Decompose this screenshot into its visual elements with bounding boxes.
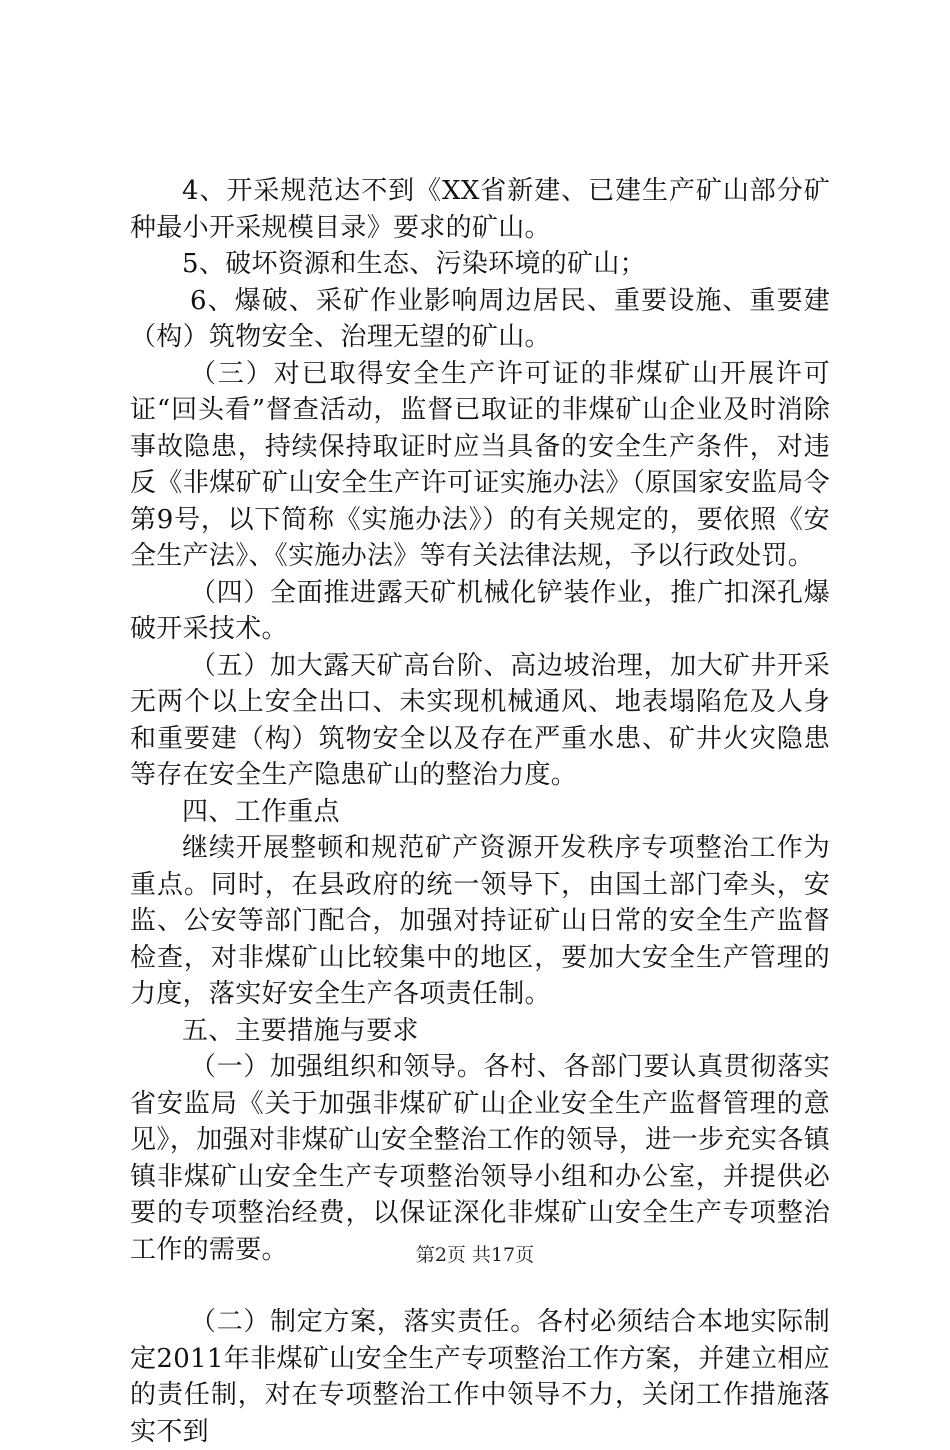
heading-measures: 五、主要措施与要求 bbox=[182, 1015, 419, 1046]
heading-work-focus: 四、工作重点 bbox=[182, 796, 340, 827]
page-footer: 第2页 共17页 bbox=[415, 1244, 535, 1266]
paragraph-section-3: （三）对已取得安全生产许可证的非煤矿山开展许可证“回头看”督查活动，监督已取证的非煤矿山企业及时消除事故隐患，持续保持取证时应当具备的安全生产条件，对违反《非煤矿矿山安全生产许可证实施办法》（原国家安监局令第9号，以下简称《实施办法》）的有关规定的，要依照《安全生产法》、《实施办法》等有关法律法规，予以行政处罚。 bbox=[130, 358, 830, 571]
paragraph-item-4: 4、开采规范达不到《XX省新建、已建生产矿山部分矿种最小开采规模目录》要求的矿山。 bbox=[130, 176, 830, 243]
paragraph-measure-2: （二）制定方案，落实责任。各村必须结合本地实际制定2011年非煤矿山安全生产专项整治工作方案，并建立相应的责任制，对在专项整治工作中领导不力，关闭工作措施落实不到 bbox=[130, 1307, 830, 1447]
paragraph-item-5: 5、破坏资源和生态、污染环境的矿山； bbox=[182, 249, 646, 279]
paragraph-gap bbox=[130, 1268, 830, 1304]
paragraph-item-6: 6、爆破、采矿作业影响周边居民、重要设施、重要建（构）筑物安全、治理无望的矿山。 bbox=[130, 285, 830, 352]
paragraph-section-4: （四）全面推进露天矿机械化铲装作业，推广扣深孔爆破开采技术。 bbox=[130, 577, 830, 644]
paragraph-section-5: （五）加大露天矿高台阶、高边坡治理，加大矿井开采无两个以上安全出口、未实现机械通风、地表塌陷危及人身和重要建（构）筑物安全以及存在严重水患、矿井火灾隐患等存在安全生产隐患矿山的整治力度。 bbox=[130, 650, 830, 790]
paragraph-measure-1: （一）加强组织和领导。各村、各部门要认真贯彻落实省安监局《关于加强非煤矿矿山企业安全生产监督管理的意见》，加强对非煤矿山安全整治工作的领导，进一步充实各镇镇非煤矿山安全生产专项整治领导小组和办公室，并提供必要的专项整治经费，以保证深化非煤矿山安全生产专项整治工作的需要。 bbox=[130, 1052, 830, 1265]
paragraph-work-focus: 继续开展整顿和规范矿产资源开发秩序专项整治工作为重点。同时，在县政府的统一领导下，由国土部门牵头，安监、公安等部门配合，加强对持证矿山日常的安全生产监督检查，对非煤矿山比较集中的地区，要加大安全生产管理的力度，落实好安全生产各项责任制。 bbox=[130, 833, 830, 1009]
